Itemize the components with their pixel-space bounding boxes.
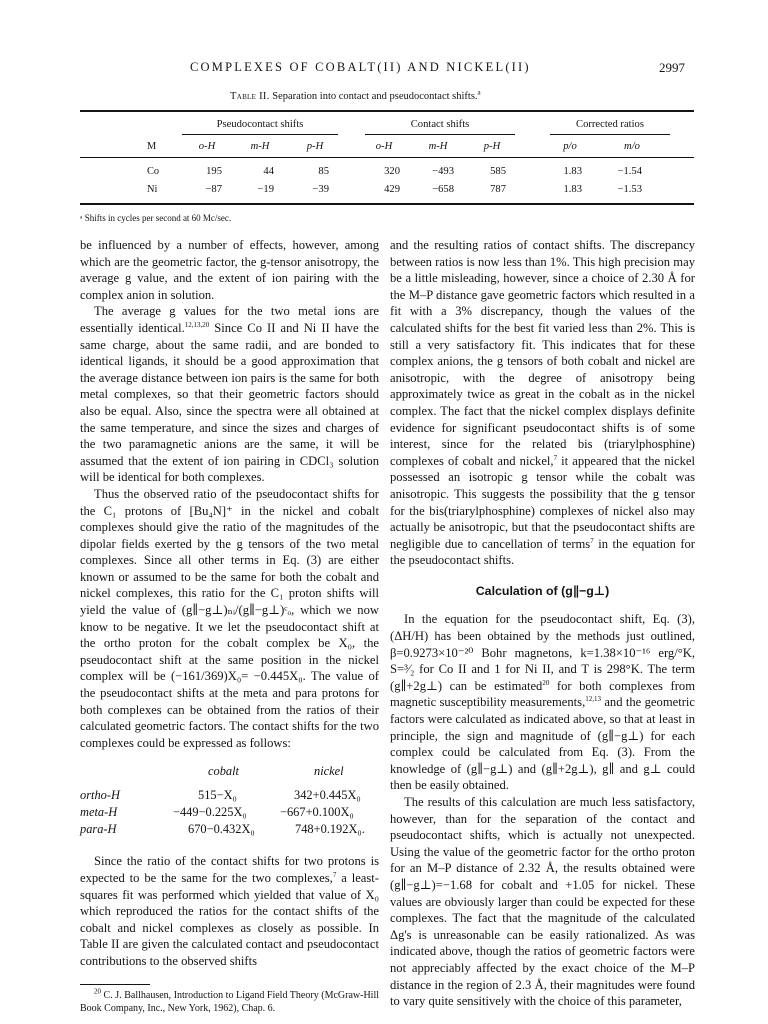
running-header [0,60,768,80]
footnote-number: 20 [94,987,101,996]
col-header: m/o [624,141,640,152]
col-header: o-H [198,141,216,152]
text-run: for both complexes from magnetic susceptibility measurements, [390,678,695,710]
group-header-ratios: Corrected ratios [576,119,644,130]
col-header: p-H [306,141,324,152]
text-run: In the equation for the pseudocontact shift, Eq. (3), (ΔH/H) has been obtained by the methods just outlined, β=0.9273×10⁻²⁰ Bohr magnetons, k=1.38×10⁻¹⁶ erg/°K, S=³⁄₂ for Co II and 1 for Ni II, and T is 298°K. The term (g∥+2g⊥) can be estimated [390,612,695,693]
col-header: o-H [375,141,393,152]
eq-cobalt: 670−0.432X₀ [188,822,255,837]
col-header: m-H [250,141,270,152]
footnote-rule [80,984,150,985]
col-header: p/o [563,141,577,152]
table-caption [230,88,481,102]
group-header-pseudocontact: Pseudocontact shifts [216,119,304,130]
text-run: The average g values for the two metal ions are essentially identical. [80,304,379,335]
paragraph: Thus the observed ratio of the pseudocontact shifts for the C₁ protons of [Bu₄N]⁺ in the nickel and cobalt complexes should give the ratio of the magnitudes of the dipolar fields exerted by the g tensors of the two metal complexes. Since all other terms in Eq. (3) are either known or assumed to be the same for both the cobalt and nickel complexes, this ratio for the C₁ proton shifts will yield the value of (g∥−g⊥)ₙᵢ/(g∥−g⊥)ᶜₒ, which we now know to be negative. It we let the pseudocontact shift at the ortho proton for the cobalt complex be X₀, the pseudocontact shift at the same position in the nickel complex will be (−161/369)X₀= −0.445X₀. The value of the pseudocontact shifts at the meta and para protons for both complexes can be obtained from the ratios of their calculated geometric factors. The contact shifts for the two complexes could be expressed as follows: [80,486,379,750]
text-run: Since the ratio of the contact shifts for two protons is expected to be the same for the two complexes, [80,854,379,885]
text-run: Since Co II and Ni II have the same charge, about the same radii, and are bonded to identical ligands, it should be a good approximation that the average distance between ion pairs is the same for both metal complexes, so that their geometric factors should also be equal. Also, since the spectra were all obtained at the same temperature, and since the sizes and charges of the two paramagnetic anions are the same, it will be assumed that the extent of ion pairing in CDCl₃ solution will be identical for both complexes. [80,320,379,485]
table-cell: 320 [384,166,400,177]
paragraph: be influenced by a number of effects, however, among which are the geometric factor, the g-tensor anisotropy, the average g value, and the extent of ion pairing with the complex anion in solution. [80,238,379,302]
table-header-rule [80,157,694,158]
table-cell: −658 [432,184,454,195]
running-title: COMPLEXES OF COBALT(II) AND NICKEL(II) [190,60,531,74]
text-run: in the equation for the pseudocontact shifts. [390,536,696,568]
table-cell: 585 [490,166,506,177]
page-number: 2997 [659,60,685,75]
table-caption-text: Separation into contact and pseudocontact shifts. [272,91,478,102]
table-cell: −493 [432,166,454,177]
table-cell: 429 [384,184,400,195]
table-cell: −1.54 [617,166,642,177]
table-footnote: ᵃ Shifts in cycles per second at 60 Mc/sec. [80,213,232,223]
eq-label: ortho-H [80,788,120,803]
text-run: and the resulting ratios of contact shifts. The discrepancy between ratios is now less than 1%. This high precision may be a little misleading, however, since a choice of 2.30 Å for the M–P distance gave geometric factors which resulted in a fit with a 3% discrepancy, though the values of the calculated shifts for the best fit varied less than 2%. This is still a very satisfactory fit. This indicates that for these complex anions, the g tensors of both cobalt and nickel are anisotropic, with the degree of anisotropy being approximately twice as great in the cobalt as in the nickel complex. The fact that the nickel complex displays definite evidence for significant pseudocontact shifts is of some interest, since for the related bis (triarylphosphine) complexes of cobalt and nickel, [390,238,695,468]
group-rule-ratios [550,134,670,135]
paragraph [390,237,695,569]
eq-cobalt: −449−0.225X₀ [173,805,247,820]
reference-superscript: 7 [332,870,337,879]
footnote-text: C. J. Ballhausen, Introduction to Ligand Field Theory (McGraw-Hill Book Company, Inc., New York, 1962), Chap. 6. [80,989,379,1014]
table-cell: 1.83 [563,184,582,195]
table-cell: 787 [490,184,506,195]
table-cell: −19 [257,184,274,195]
table-cell: 44 [263,166,274,177]
paragraph: The results of this calculation are much less satisfactory, however, than for the separation of the contact and pseudocontact shifts, which is actually not unexpected. Using the value of the geometric factor for the ortho proton for an M–P distance of 2.32 Å, the results obtained were (g∥−g⊥)=−1.68 for cobalt and +1.05 for nickel. These values are obviously larger than could be expected for these complexes. The fact that the magnitude of the calculated Δg's is unreasonable can be easily rationalized. As was indicated above, though the ratios of geometric factors were not appreciably affected by the exact choice of the M–P distance in the region of 2.3 Å, their magnitudes were found to vary quite sensitively with the choice of this parameter, [390,795,695,1009]
text-run: and the geometric factors were calculated as indicated above, so that at least in principle, the sign and magnitude of (g∥−g⊥) for each complex could be calculated from Eq. (3). From the knowledge of (g∥−g⊥) and (g∥+2g⊥), g∥ and g⊥ could then be easily obtained. [390,695,695,793]
eq-label: meta-H [80,805,118,820]
table-bottom-rule [80,203,694,205]
contact-shift-equations [80,759,379,843]
group-header-contact: Contact shifts [410,119,470,130]
paragraph [390,611,695,794]
group-rule-contact [365,134,515,135]
footnote [80,989,379,1015]
section-heading: Calculation of (g∥−g⊥) [475,583,610,598]
table-cell: −39 [312,184,329,195]
eq-head-cobalt: cobalt [208,764,239,779]
reference-superscript: 20 [542,678,550,687]
reference-superscript: 7 [553,453,558,462]
text-run: a least-squares fit was performed which yielded that value of X₀ which reproduced the ratios for the contact shifts of the cobalt and nickel complexes as closely as possible. In Table II are given the calculated contact and pseudocontact contributions to the observed shifts [80,871,379,968]
paragraph [80,303,379,486]
table-cell: 1.83 [563,166,582,177]
left-column [80,237,379,1015]
table-cell: −87 [205,184,222,195]
col-header: m-H [428,141,448,152]
col-header-m: M [147,141,157,152]
text-run: it appeared that the nickel possessed an isotropic g tensor while the cobalt was anisotropic. This suggests the possibility that the g tensor for the bis(triarylphosphine) complexes of nickel also may actually be anisotropic, but that the pseudocontact shifts are negligible due to cancellation of terms [390,453,695,551]
table-label: Table II. [230,91,270,102]
eq-head-nickel: nickel [314,764,344,779]
table-cell: 195 [206,166,222,177]
eq-nickel: 748+0.192X₀. [295,822,365,837]
row-label: Co [147,166,160,177]
table-cell: 85 [318,166,329,177]
table-cell: −1.53 [617,184,642,195]
table-caption-mark: a [477,88,481,97]
paragraph [80,853,379,969]
row-label: Ni [147,184,158,195]
reference-superscript: 12,13 [585,695,601,704]
eq-nickel: 342+0.445X₀ [294,788,361,803]
right-column [390,237,695,1010]
eq-nickel: −667+0.100X₀ [280,805,354,820]
group-rule-pseudocontact [182,134,338,135]
eq-label: para-H [80,822,117,837]
col-header: p-H [483,141,501,152]
table-top-rule [80,110,694,112]
eq-cobalt: 515−X₀ [198,788,237,803]
reference-superscript: 7 [590,536,594,545]
reference-superscript: 12,13,20 [184,320,210,329]
